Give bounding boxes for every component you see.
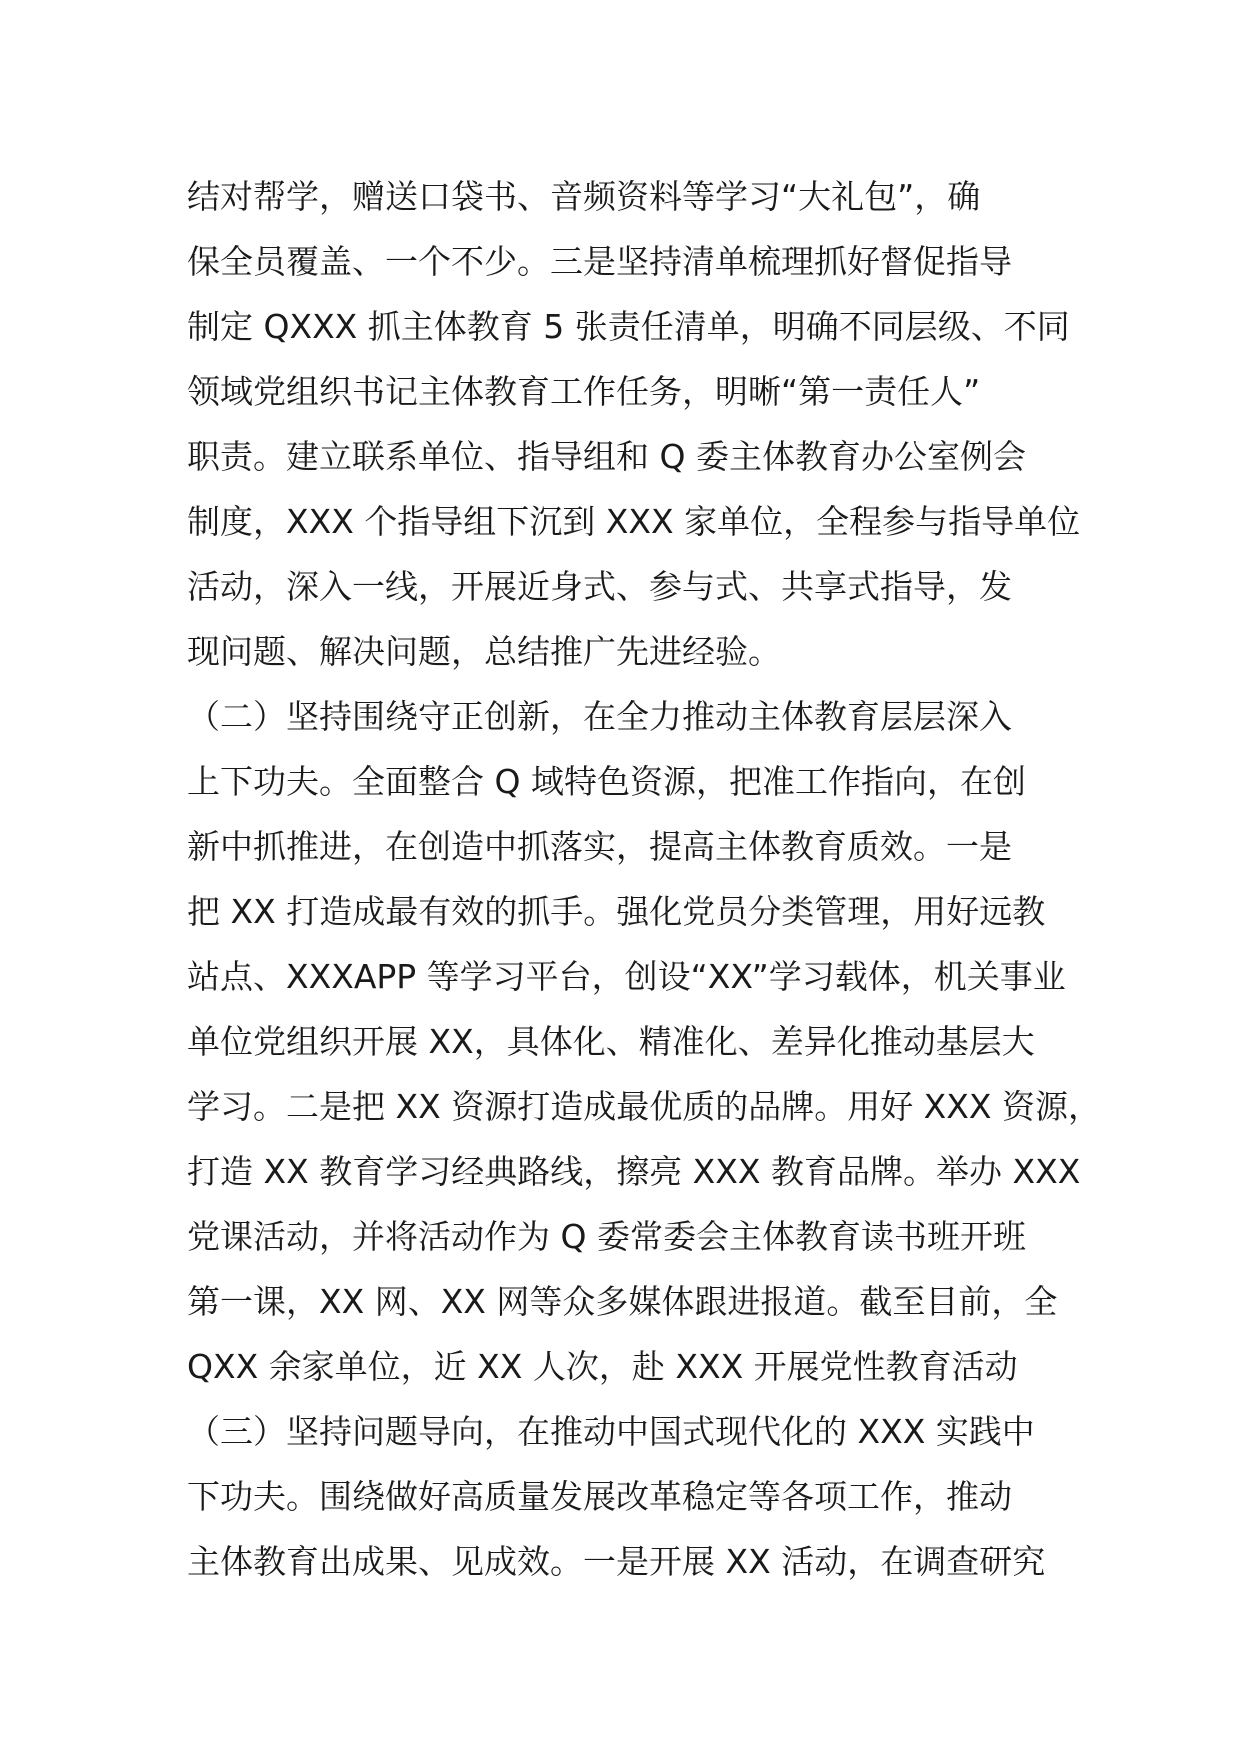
text-line: 单位党组织开展 XX，具体化、精准化、差异化推动基层大 bbox=[187, 1022, 1035, 1061]
text-line: 活动，深入一线，开展近身式、参与式、共享式指导，发 bbox=[187, 567, 1012, 606]
text-line: 结对帮学，赠送口袋书、音频资料等学习“大礼包”，确 bbox=[187, 177, 981, 216]
text-line: 保全员覆盖、一个不少。三是坚持清单梳理抓好督促指导 bbox=[187, 242, 1012, 281]
text-line: 领域党组织书记主体教育工作任务，明晰“第一责任人” bbox=[187, 372, 981, 411]
text-line: QXX 余家单位，近 XX 人次，赴 XXX 开展党性教育活动 bbox=[187, 1347, 1018, 1386]
text-line: 学习。二是把 XX 资源打造成最优质的品牌。用好 XXX 资源， bbox=[187, 1087, 1101, 1126]
text-line: 党课活动，并将活动作为 Q 委常委会主体教育读书班开班 bbox=[187, 1217, 1026, 1256]
text-line: 主体教育出成果、见成效。一是开展 XX 活动，在调查研究 bbox=[187, 1542, 1046, 1581]
text-line: 下功夫。围绕做好高质量发展改革稳定等各项工作，推动 bbox=[187, 1477, 1012, 1516]
section-heading-line: （三）坚持问题导向，在推动中国式现代化的 XXX 实践中 bbox=[187, 1412, 1035, 1451]
text-line: 新中抓推进，在创造中抓落实，提高主体教育质效。一是 bbox=[187, 827, 1012, 866]
text-line: 打造 XX 教育学习经典路线，擦亮 XXX 教育品牌。举办 XXX bbox=[187, 1152, 1081, 1191]
section-heading-line: （二）坚持围绕守正创新，在全力推动主体教育层层深入 bbox=[187, 697, 1012, 736]
text-line: 制度，XXX 个指导组下沉到 XXX 家单位，全程参与指导单位 bbox=[187, 502, 1081, 541]
text-line: 现问题、解决问题，总结推广先进经验。 bbox=[187, 632, 781, 671]
text-line: 上下功夫。全面整合 Q 域特色资源，把准工作指向，在创 bbox=[187, 762, 1026, 801]
body-text bbox=[187, 164, 1101, 1594]
text-line: 站点、XXXAPP 等学习平台，创设“XX”学习载体，机关事业 bbox=[187, 957, 1066, 996]
text-line: 第一课，XX 网、XX 网等众多媒体跟进报道。截至目前，全 bbox=[187, 1282, 1058, 1321]
text-line: 制定 QXXX 抓主体教育 5 张责任清单，明确不同层级、不同 bbox=[187, 307, 1070, 346]
text-line: 把 XX 打造成最有效的抓手。强化党员分类管理，用好远教 bbox=[187, 892, 1046, 931]
text-line: 职责。建立联系单位、指导组和 Q 委主体教育办公室例会 bbox=[187, 437, 1026, 476]
